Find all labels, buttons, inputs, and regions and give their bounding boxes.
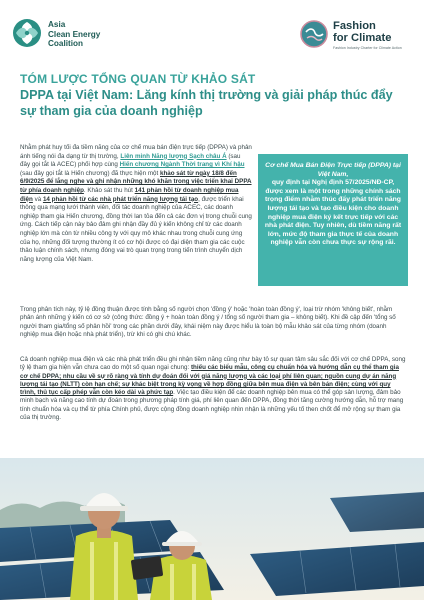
section-kicker: TÓM LƯỢC TỔNG QUAN TỪ KHẢO SÁT [20, 72, 256, 86]
callout-title: Cơ chế Mua Bán Điện Trực tiếp (DPPA) tại Việt Nam, [265, 162, 401, 178]
acec-leaf-emblem-icon [12, 18, 42, 48]
fashion-for-climate-tagline: Fashion Industry Charter for Climate Action [333, 46, 402, 50]
tablet-device [131, 556, 163, 580]
fashion-for-climate-logo-text: Fashion for Climate [333, 20, 392, 44]
intro-text: , được triển khai thông qua mạng lưới thành viên, đối tác doanh nghiệp của ACEC, các doanh nghiệp tham gia Hiến chương, đồng thời lan tỏa đến cả các đơn vị trong chuỗi cung ứng. Cách tiếp cận này bảo đảm ghi nhận đầy đủ ý kiến không chỉ từ các doanh nghiệp lớn mà còn từ nhiều công ty với quy mô khác nhau trong chuỗi cung ứng của họ, những đối tượng thường ít có cơ hội được có đại diện tham gia các cuộc thảo luận chính sách, nhưng đóng vai trò quan trọng trong tiến trình chuyển dịch năng lượng của Việt Nam. [20, 195, 252, 263]
charter-link[interactable]: Hiến chương Ngành Thời trang vì Khí hậu [119, 161, 245, 169]
acec-link[interactable]: Liên minh Năng lượng Sạch châu Á [120, 152, 227, 160]
intro-text: . Khảo sát thu hút [83, 186, 135, 194]
survey-period-highlight: khảo sát từ ngày 18/8 đến 6/9/2025 để lắng nghe và ghi nhận những khó khăn trong việc triển khai DPPA từ phía doanh nghiệp [20, 169, 252, 194]
fashion-for-climate-logo [300, 20, 420, 64]
dppa-callout-box [258, 154, 408, 286]
findings-text: . Việc tạo điều kiện để các doanh nghiệp bên mua có thể góp sản lượng, đảm bảo minh bạch và năng cao tính dự đoán trong phương pháp tính giá, phí liên quan đến DPPA, đồng thời tăng cường hướng dẫn, hỗ trợ mang tính chuẩn hóa và cụ thể từ phía Chính phủ, được cộng đồng doanh nghiệp nhìn nhận là những yếu tố then chốt để mở rộng sự tham gia của thị trường. [20, 389, 404, 422]
methodology-paragraph: Trong phân tích này, tỷ lệ đồng thuận được tính bằng số người chọn 'đồng ý' hoặc 'hoàn toàn đồng ý', loại trừ nhóm 'không biết', nhằm phản ánh những ý kiến có cơ sở (công thức: đồng ý + hoàn toàn đồng ý / tổng số người tham gia – không biết). Khi đề cập đến 'tổng số người tham gia/tổng số phản hồi' trong các phần dưới đây, khái niệm này được hiểu là toàn bộ mẫu khảo sát của từng nhóm (doanh nghiệp mua điện hoặc nhà phát triển), trừ khi có ghi chú khác. [20, 306, 396, 338]
acec-logo [12, 16, 132, 56]
key-barriers-highlight: thiếu các biểu mẫu, công cụ chuẩn hóa và hướng dẫn cụ thể tham gia cơ chế DPPA; nhu cầu về sự rõ ràng và tính dự đoán đối với giá năng lượng và các loại phí liên quan; nguồn cung dự án năng lượng tái tạo (NLTT) còn hạn chế; sự khác biệt trong kỳ vọng về hợp đồng giữa bên mua điện và bên bán điện; cùng với quy trình, thủ tục cấp phép vẫn còn kéo dài và phức tạp [20, 364, 399, 397]
buyer-responses-highlight: 141 phản hồi từ doanh nghiệp mua điện [20, 186, 239, 203]
solar-farm-illustration [0, 458, 424, 600]
page-header [0, 0, 424, 66]
intro-text: Nhằm phát huy tối đa tiềm năng của cơ chế mua bán điện trực tiếp (DPPA) và phản ánh tiếng nói đa dạng từ thị trường, [20, 144, 252, 160]
acec-logo-text: Asia Clean Energy Coalition [48, 20, 101, 49]
intro-text: và [32, 195, 43, 203]
page-title: DPPA tại Việt Nam: Lăng kính thị trường và giải pháp thúc đẩy sự tham gia của doanh nghiệp [20, 88, 393, 118]
developer-responses-highlight: 14 phản hồi từ các nhà phát triển năng lượng tái tạo [42, 195, 199, 203]
solar-farm-engineers-photo [0, 458, 424, 600]
intro-text: (sau đây gọi tắt là Hiến chương) đã thực hiện một [20, 169, 160, 177]
callout-body: quy định tại Nghị định 57/2025/NĐ-CP, được xem là một trong những chính sách trọng điểm nhằm thúc đẩy phát triển năng lượng tái tạo và tạo điều kiện cho doanh nghiệp mua điện ký kết trực tiếp với các nhà phát điện. Tuy nhiên, dù tiềm năng rất lớn, mức độ tham gia thực tế của doanh nghiệp vẫn còn chưa thực sự rộng rãi. [264, 179, 402, 247]
intro-paragraph [20, 144, 252, 264]
intro-text: (sau đây gọi tắt là ACEC) phối hợp cùng [20, 152, 241, 169]
findings-paragraph [20, 356, 406, 422]
fashion-for-climate-globe-emblem-icon [300, 20, 328, 48]
engineer-left-figure [70, 493, 138, 600]
findings-text: Cả doanh nghiệp mua điện và các nhà phát triển đều ghi nhận tiềm năng cũng như bày tỏ sự quan tâm sâu sắc đối với cơ chế DPPA, song tỷ lệ tham gia hiện vẫn chưa cao do một số quan ngại chung: [20, 356, 406, 372]
